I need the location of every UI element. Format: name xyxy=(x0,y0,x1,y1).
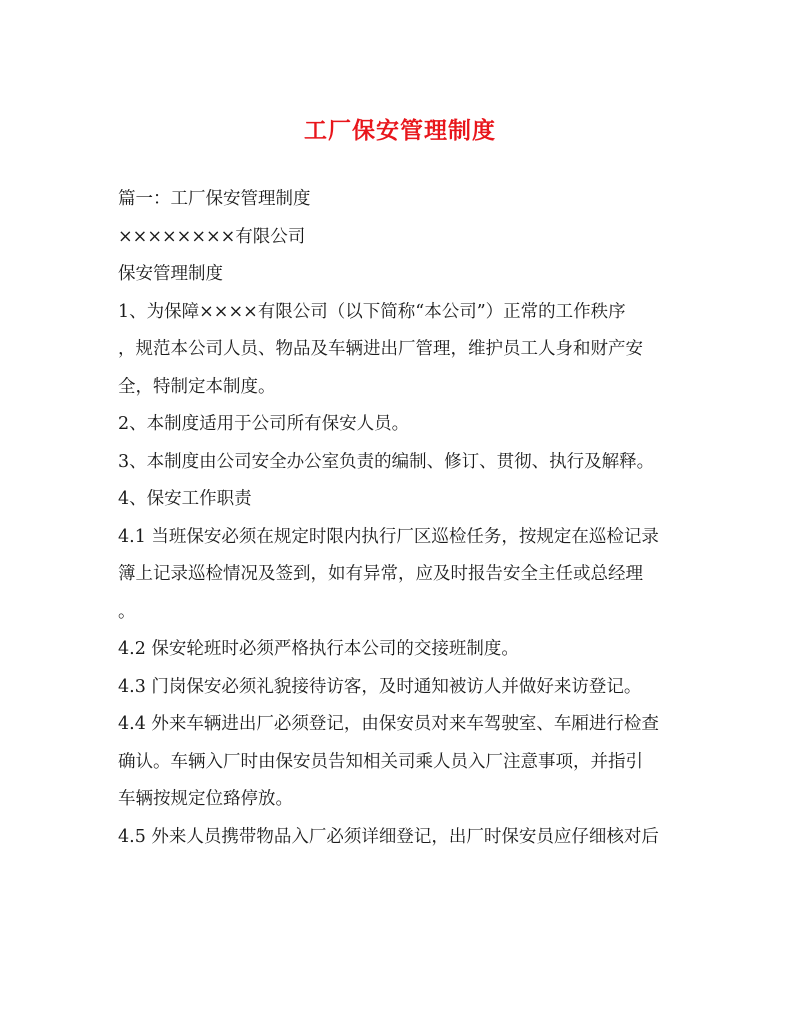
body-line: 4.3 门岗保安必须礼貌接待访客，及时通知被访人并做好来访登记。 xyxy=(118,676,642,697)
body-line: 2、本制度适用于公司所有保安人员。 xyxy=(118,414,410,434)
body-line: 确认。车辆入厂时由保安员告知相关司乘人员入厂注意事项，并指引 xyxy=(118,751,643,772)
body-line: 4.2 保安轮班时必须严格执行本公司的交接班制度。 xyxy=(118,639,519,659)
body-line: 4、保安工作职责 xyxy=(118,489,252,509)
body-line: 全，特制定本制度。 xyxy=(118,376,276,397)
body-line: 簿上记录巡检情况及签到，如有异常，应及时报告安全主任或总经理 xyxy=(118,564,643,584)
body-line: 保安管理制度 xyxy=(118,264,223,284)
document-body xyxy=(118,181,688,856)
body-line: 3、本制度由公司安全办公室负责的编制、修订、贯彻、执行及解释。 xyxy=(118,451,655,472)
body-line: 4.4 外来车辆进出厂必须登记，由保安员对来车驾驶室、车厢进行检查 xyxy=(118,714,659,734)
body-line: 1、为保障××××有限公司（以下简称“本公司”）正常的工作秩序 xyxy=(118,301,626,322)
body-line: ××××××××有限公司 xyxy=(118,226,306,247)
body-line: 4.1 当班保安必须在规定时限内执行厂区巡检任务，按规定在巡检记录 xyxy=(118,526,659,547)
body-line: ，规范本公司人员、物品及车辆进出厂管理，维护员工人身和财产安 xyxy=(118,339,643,359)
body-line: 篇一：工厂保安管理制度 xyxy=(118,189,311,209)
body-line: 。 xyxy=(118,601,136,622)
document-title: 工厂保安管理制度 xyxy=(304,117,496,144)
body-line: 4.5 外来人员携带物品入厂必须详细登记，出厂时保安员应仔细核对后 xyxy=(118,826,659,847)
body-line: 车辆按规定位臵停放。 xyxy=(118,789,293,809)
